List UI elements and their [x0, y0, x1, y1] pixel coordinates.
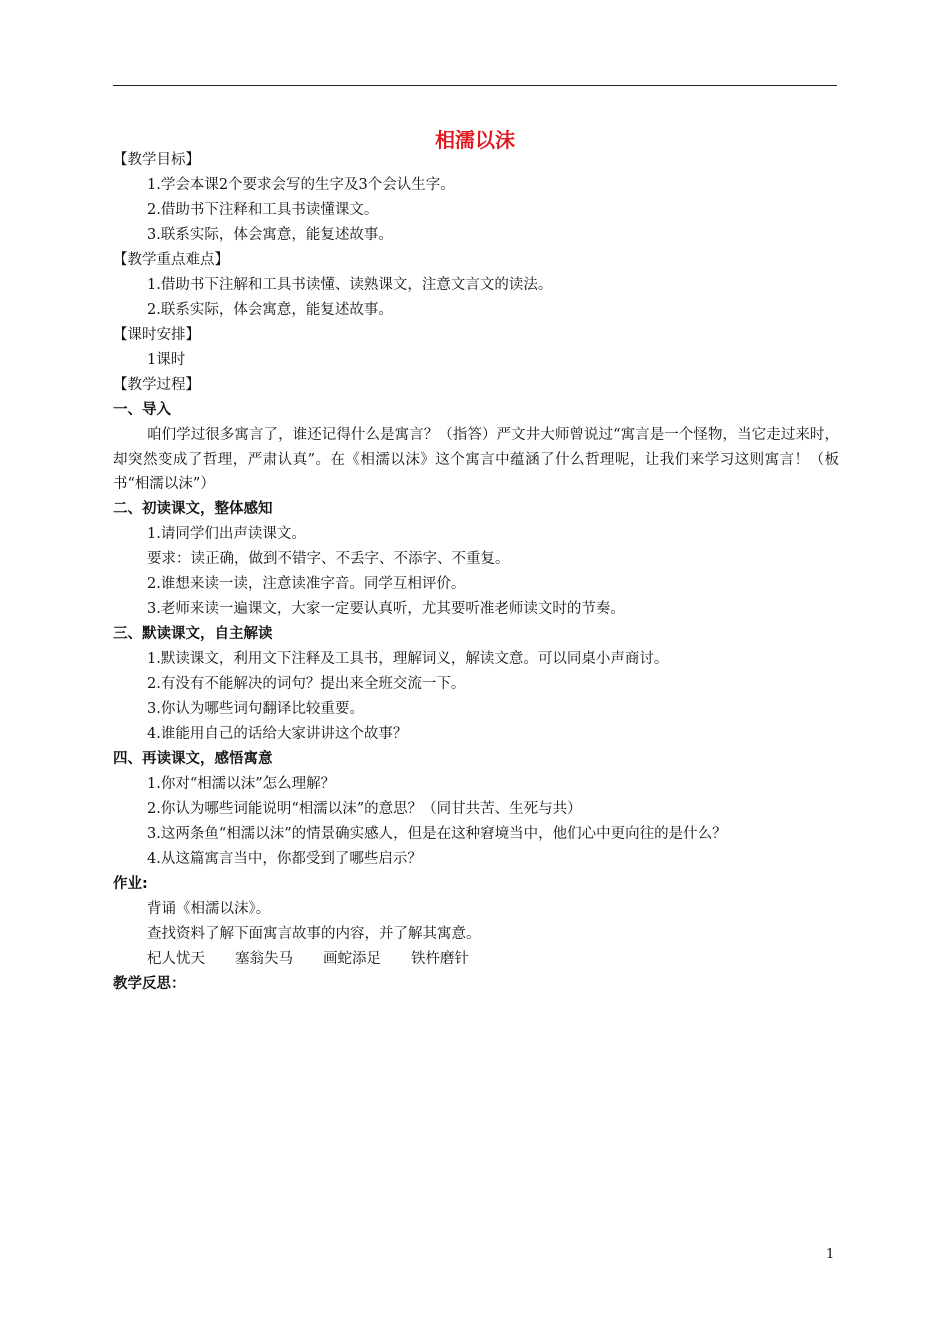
page-title: 相濡以沫	[435, 128, 515, 152]
intro-paragraph: 咱们学过很多寓言了，谁还记得什么是寓言？（指答）严文井大师曾说过“寓言是一个怪物，当它走过来时，却突然变成了哲理，严肃认真”。在《相濡以沫》这个寓言中蕴涵了什么哲理呢，让我们来学习这则寓言！（板书“相濡以沫”）	[113, 427, 839, 492]
fable-list	[147, 949, 499, 969]
page-number: 1	[826, 1247, 835, 1262]
section-heading-reread: 四、再读课文，感悟寓意	[113, 751, 273, 767]
schedule-heading: 【课时安排】	[113, 327, 200, 343]
first-read-item: 1.请同学们出声读课文。	[147, 526, 306, 542]
process-heading: 【教学过程】	[113, 377, 200, 393]
reread-item: 1.你对“相濡以沫”怎么理解？	[147, 776, 336, 792]
section-heading-intro: 一、导入	[113, 402, 171, 418]
homework-item: 查找资料了解下面寓言故事的内容，并了解其寓意。	[147, 926, 481, 942]
reread-item: 3.这两条鱼“相濡以沫”的情景确实感人，但是在这种窘境当中，他们心中更向往的是什么？	[147, 826, 727, 842]
reread-item: 2.你认为哪些词能说明“相濡以沫”的意思？（同甘共苦、生死与共）	[147, 801, 582, 817]
key-point-item: 2.联系实际，体会寓意，能复述故事。	[147, 302, 393, 318]
silent-read-item: 3.你认为哪些词句翻译比较重要。	[147, 701, 364, 717]
fable-item: 杞人忧天	[147, 951, 205, 967]
goal-item: 2.借助书下注释和工具书读懂课文。	[147, 202, 379, 218]
fable-item: 塞翁失马	[235, 951, 293, 967]
goal-item: 3.联系实际，体会寓意，能复述故事。	[147, 227, 393, 243]
goals-heading: 【教学目标】	[113, 152, 200, 168]
section-heading-first-read: 二、初读课文，整体感知	[113, 501, 273, 517]
goal-item: 1.学会本课2个要求会写的生字及3个会认生字。	[147, 177, 455, 193]
section-heading-silent-read: 三、默读课文，自主解读	[113, 626, 273, 642]
homework-item: 背诵《相濡以沫》。	[147, 901, 271, 917]
first-read-item: 2.谁想来读一读，注意读准字音。同学互相评价。	[147, 576, 466, 592]
key-points-heading: 【教学重点难点】	[113, 252, 229, 268]
first-read-item: 要求：读正确，做到不错字、不丢字、不添字、不重复。	[147, 551, 510, 567]
key-point-item: 1.借助书下注解和工具书读懂、读熟课文，注意文言文的读法。	[147, 277, 553, 293]
silent-read-item: 4.谁能用自己的话给大家讲讲这个故事？	[147, 726, 408, 742]
first-read-item: 3.老师来读一遍课文，大家一定要认真听，尤其要听准老师读文时的节奏。	[147, 601, 625, 617]
reflection-heading: 教学反思：	[113, 976, 186, 992]
homework-heading: 作业:	[113, 876, 148, 892]
silent-read-item: 2.有没有不能解决的词句？提出来全班交流一下。	[147, 676, 466, 692]
fable-item: 画蛇添足	[323, 951, 381, 967]
reread-item: 4.从这篇寓言当中，你都受到了哪些启示？	[147, 851, 422, 867]
header-rule	[113, 85, 837, 86]
fable-item: 铁杵磨针	[411, 951, 469, 967]
silent-read-item: 1.默读课文，利用文下注释及工具书，理解词义，解读文意。可以同桌小声商讨。	[147, 651, 669, 667]
schedule-text: 1课时	[147, 352, 186, 368]
